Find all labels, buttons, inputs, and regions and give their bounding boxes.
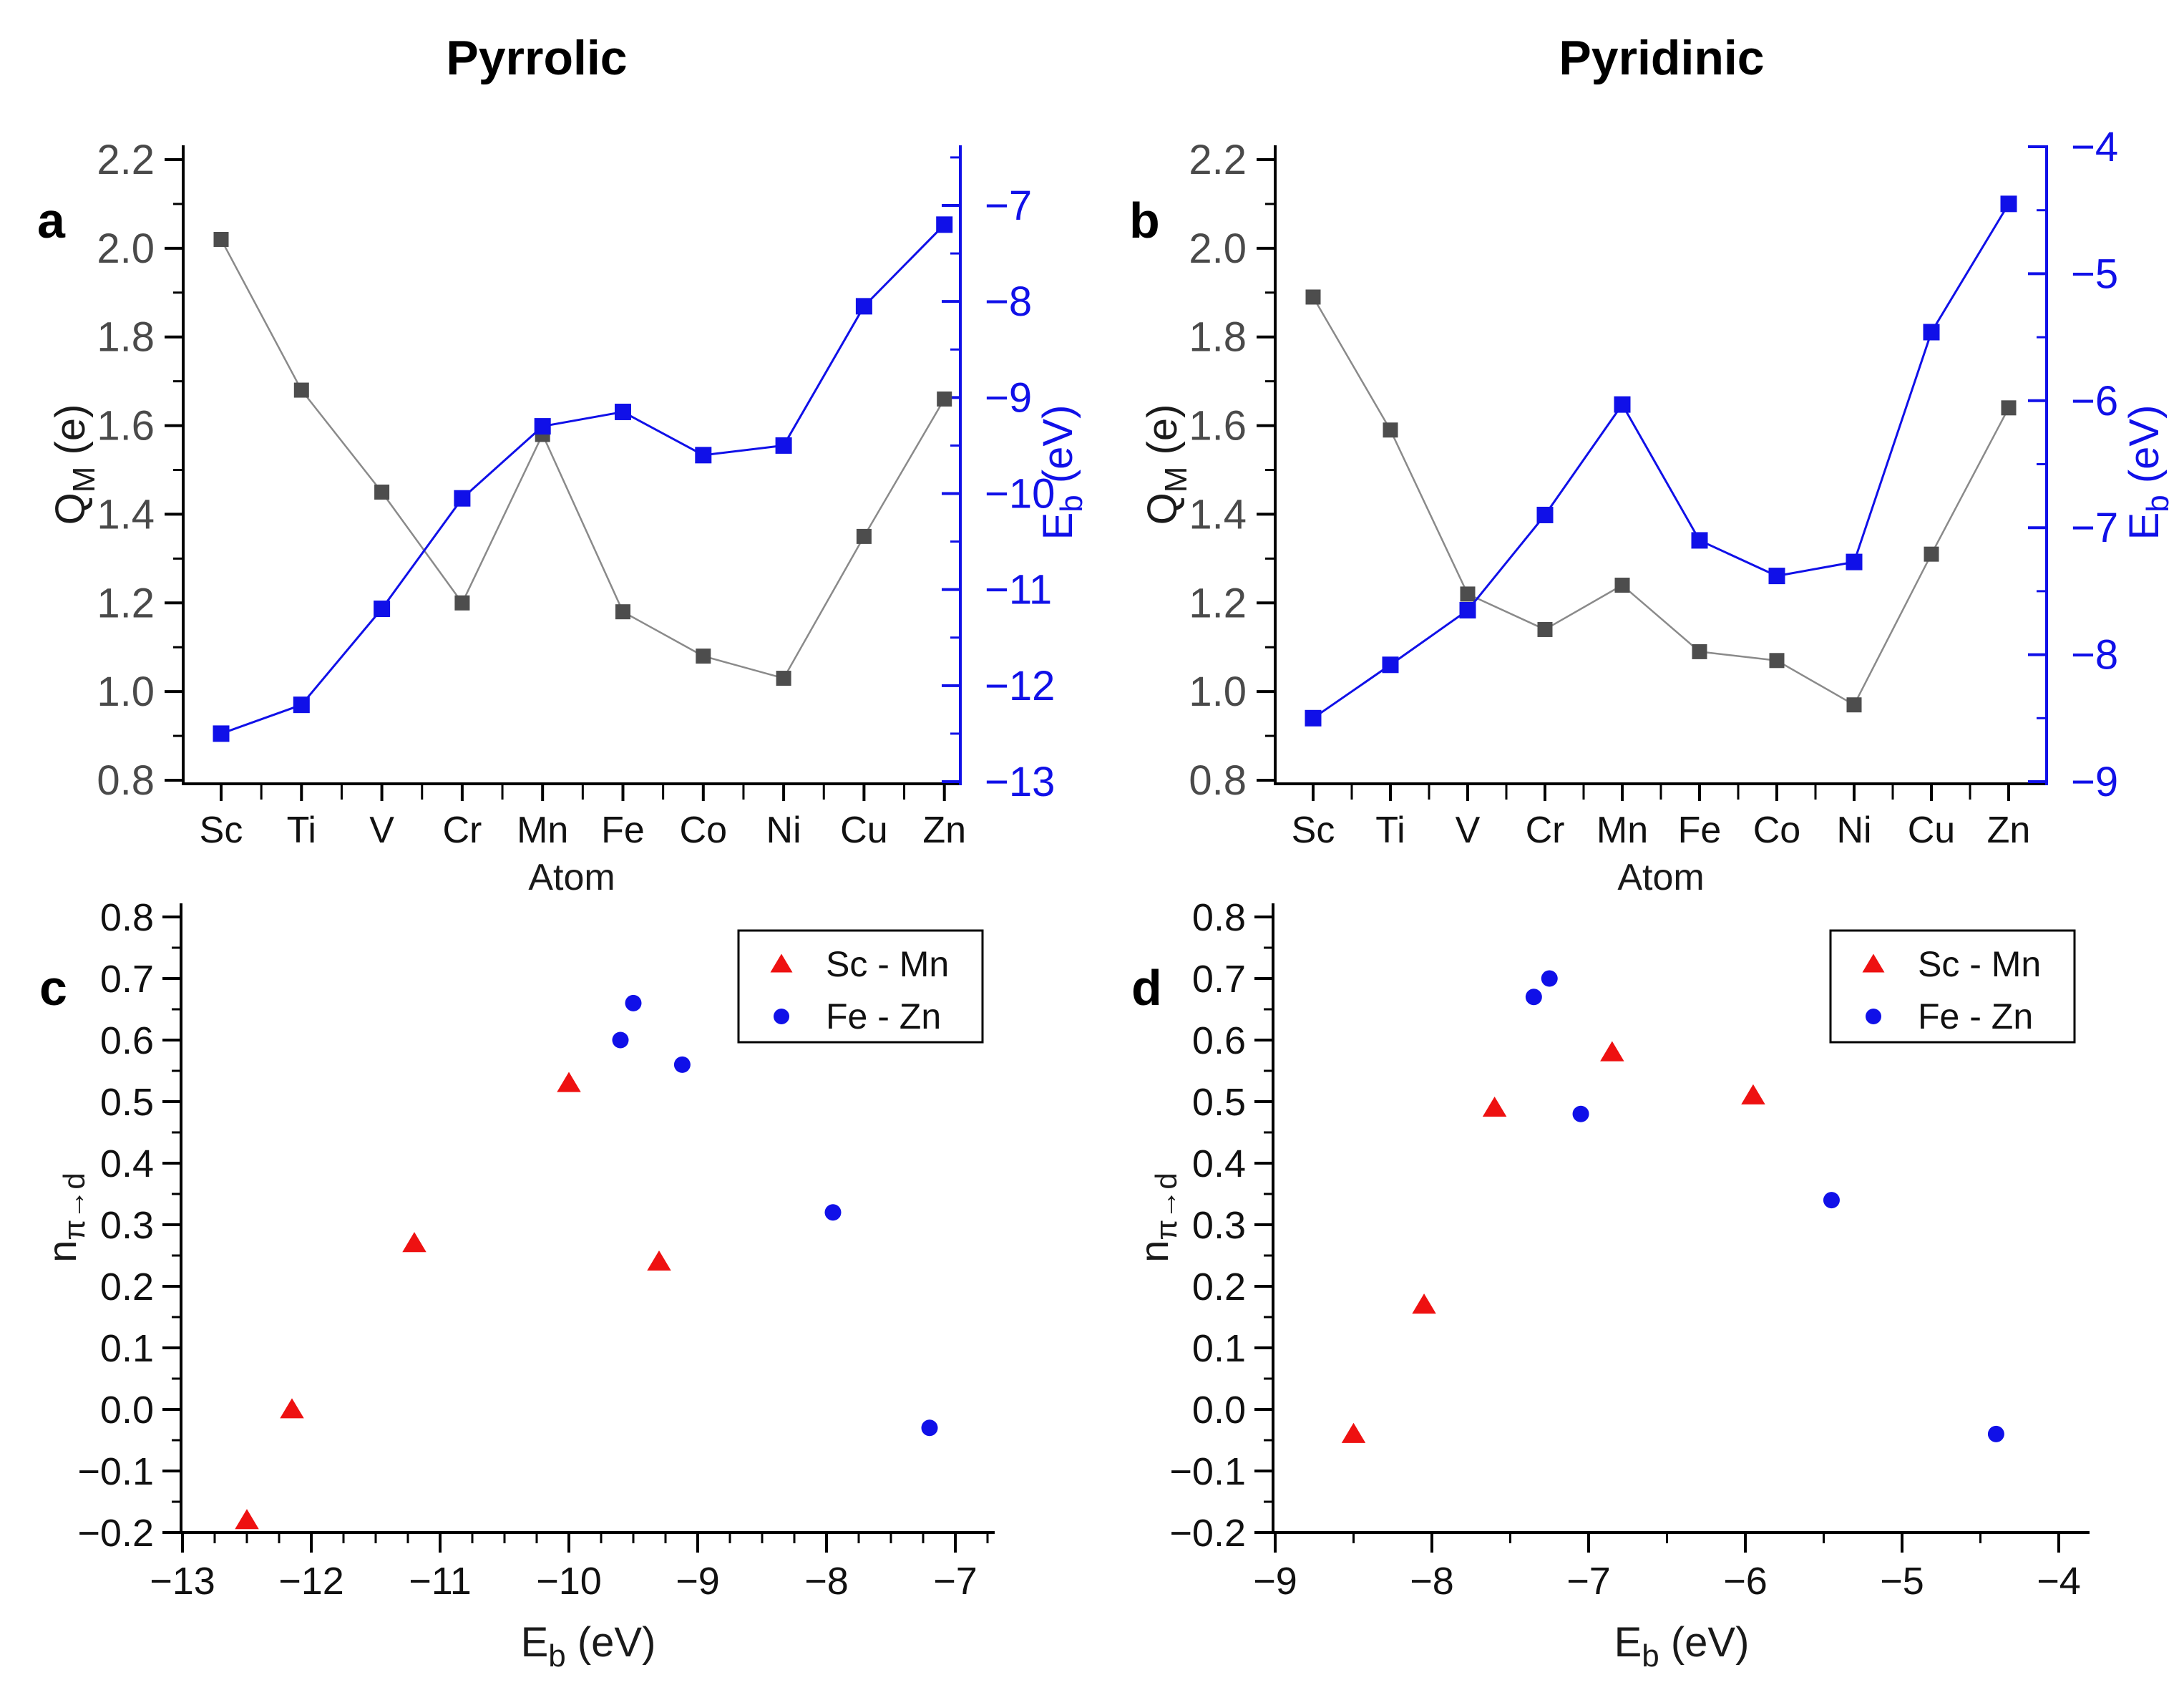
x-axis-tick-label: −11: [409, 1560, 472, 1603]
legend-label: Sc - Mn: [1918, 944, 2042, 984]
ylabel-n-sub: π→d: [1149, 1172, 1183, 1240]
y-axis-tick-label: 0.0: [1191, 1389, 1246, 1432]
x-axis-tick-label: Co: [679, 810, 728, 851]
y-axis-tick-label: 0.3: [1191, 1204, 1246, 1247]
data-point: [1741, 1084, 1765, 1104]
xlabel-eb-sub: b: [548, 1638, 566, 1674]
data-point: [1823, 1192, 1840, 1208]
generated-charts: [77, 124, 2118, 1603]
data-point: [1305, 710, 1322, 727]
data-point: [922, 1419, 938, 1436]
data-point: [2002, 400, 2017, 415]
xlabel-eb-sub: b: [1642, 1638, 1659, 1674]
data-point: [1412, 1293, 1435, 1313]
x-axis-tick-label: −8: [804, 1560, 849, 1603]
x-axis-tick-label: Cr: [1525, 810, 1565, 851]
left-axis-tick-label: 2.0: [1189, 225, 1247, 272]
y-axis-tick-label: 0.4: [99, 1142, 154, 1185]
y-axis-tick-label: −0.1: [1169, 1450, 1246, 1493]
series-line: [1313, 204, 2009, 718]
panel-letter-b: b: [1129, 193, 1160, 248]
ylabel-qm-panel-b: [1139, 404, 1194, 525]
data-point: [280, 1398, 303, 1418]
left-axis-tick-label: 1.0: [97, 669, 155, 716]
legend-label: Fe - Zn: [826, 996, 942, 1036]
x-axis-tick-label: Fe: [1677, 810, 1722, 851]
x-axis-tick-label: Co: [1752, 810, 1801, 851]
series-line: [221, 225, 945, 734]
x-axis-tick-label: Ti: [1375, 810, 1405, 851]
data-point: [1692, 532, 1708, 548]
right-axis-tick-label: −7: [985, 183, 1033, 229]
series-line: [221, 239, 945, 678]
ylabel-eb-rest: (eV): [2121, 404, 2168, 495]
x-axis-tick-label: −12: [278, 1560, 344, 1603]
y-axis-tick-label: 0.0: [99, 1389, 154, 1432]
ylabel-qm-rest: (e): [47, 404, 94, 467]
y-axis-tick-label: 0.5: [1191, 1081, 1246, 1124]
right-axis-tick-label: −12: [985, 662, 1056, 709]
data-point: [1924, 547, 1939, 562]
y-axis-tick-label: 0.7: [1191, 958, 1246, 1001]
ylabel-qm-sub: M: [1159, 466, 1194, 493]
data-point: [936, 216, 952, 233]
right-axis-tick-label: −13: [985, 759, 1056, 805]
left-axis-tick-label: 1.6: [97, 402, 155, 450]
right-axis-tick-label: −11: [985, 566, 1053, 613]
data-point: [1846, 554, 1863, 570]
xlabel-eb-rest: (eV): [1659, 1619, 1750, 1666]
ylabel-eb-rest: (eV): [1035, 404, 1081, 495]
legend-marker-circle: [1866, 1009, 1881, 1024]
x-axis-tick-label: −5: [1880, 1560, 1924, 1603]
data-point: [535, 418, 551, 434]
data-point: [1692, 644, 1707, 659]
y-axis-tick-label: 0.2: [1191, 1266, 1246, 1308]
data-point: [454, 596, 469, 611]
left-axis-tick-label: 0.8: [97, 757, 155, 804]
title-pyrrolic: Pyrrolic: [446, 31, 628, 85]
left-axis-tick-label: 1.4: [1189, 491, 1247, 538]
data-point: [1483, 1097, 1506, 1117]
data-point: [613, 1032, 629, 1049]
y-axis-tick-label: 0.7: [99, 958, 154, 1001]
ylabel-n-panel-d: [1131, 1172, 1183, 1263]
data-point: [214, 232, 229, 247]
data-point: [1847, 697, 1862, 712]
data-point: [374, 601, 390, 617]
title-pyridinic: Pyridinic: [1559, 31, 1765, 85]
x-axis-tick-label: Ti: [286, 810, 316, 851]
x-axis-tick-label: Sc: [199, 810, 243, 851]
x-axis-tick-label: Ni: [766, 810, 801, 851]
right-axis-tick-label: −5: [2071, 251, 2119, 298]
data-point: [293, 696, 310, 713]
y-axis-tick-label: 0.4: [1191, 1142, 1246, 1185]
data-point: [937, 392, 952, 407]
data-point: [776, 437, 792, 454]
y-axis-tick-label: 0.6: [1191, 1019, 1246, 1062]
right-axis-tick-label: −4: [2071, 124, 2119, 170]
data-point: [695, 447, 711, 463]
y-axis-tick-label: 0.6: [99, 1019, 154, 1062]
left-axis-tick-label: 2.0: [97, 225, 155, 272]
ylabel-eb-sub: b: [1054, 495, 1089, 513]
ylabel-qm-panel-a: [47, 404, 102, 525]
xlabel-atom-panel-a: Atom: [528, 857, 615, 898]
right-axis-tick-label: −8: [985, 278, 1033, 326]
right-axis-tick-label: −9: [985, 374, 1033, 422]
ylabel-eb-main: E: [1035, 512, 1081, 540]
x-axis-tick-label: −8: [1410, 1560, 1454, 1603]
data-point: [1537, 507, 1554, 523]
series-line: [1313, 297, 2009, 705]
x-axis-tick-label: Fe: [601, 810, 645, 851]
y-axis-tick-label: 0.1: [1191, 1327, 1246, 1370]
data-point: [1600, 1041, 1624, 1062]
xlabel-eb-panel-d: [1614, 1619, 1750, 1674]
y-axis-tick-label: −0.2: [1169, 1512, 1246, 1555]
data-point: [402, 1232, 426, 1252]
x-axis-tick-label: −7: [1566, 1560, 1611, 1603]
data-point: [776, 671, 791, 686]
data-point: [696, 649, 711, 664]
xlabel-eb-rest: (eV): [565, 1619, 656, 1666]
data-point: [1614, 397, 1631, 413]
ylabel-eb-sub: b: [2140, 495, 2175, 513]
y-axis-tick-label: 0.8: [1191, 896, 1246, 939]
legend: [738, 931, 983, 1042]
ylabel-qm-main: Q: [1139, 492, 1186, 525]
panel-b: [1189, 124, 2118, 851]
data-point: [615, 404, 631, 420]
left-axis-tick-label: 0.8: [1189, 757, 1247, 804]
right-axis-tick-label: −9: [2071, 759, 2119, 805]
left-axis-tick-label: 1.8: [97, 314, 155, 361]
data-point: [1769, 568, 1785, 584]
y-axis-tick-label: 0.5: [99, 1081, 154, 1124]
data-point: [1383, 422, 1398, 437]
xlabel-eb-main: E: [520, 1619, 549, 1666]
data-point: [674, 1057, 691, 1073]
left-axis-tick-label: 1.6: [1189, 402, 1247, 450]
y-axis-tick-label: 0.1: [99, 1327, 154, 1370]
xlabel-eb-main: E: [1614, 1619, 1642, 1666]
x-axis-tick-label: V: [369, 810, 394, 851]
ylabel-qm-main: Q: [47, 492, 94, 525]
legend-marker-circle: [774, 1009, 789, 1024]
data-point: [615, 604, 630, 619]
data-point: [1615, 578, 1630, 593]
data-point: [1988, 1426, 2004, 1442]
left-axis-tick-label: 1.4: [97, 491, 155, 538]
left-axis-tick-label: 2.2: [1189, 137, 1247, 183]
y-axis-tick-label: 0.2: [99, 1266, 154, 1308]
ylabel-n-main: n: [39, 1240, 84, 1263]
ylabel-n-sub: π→d: [57, 1172, 91, 1240]
right-axis-tick-label: −10: [985, 470, 1056, 518]
y-axis-tick-label: 0.3: [99, 1204, 154, 1247]
left-axis-tick-label: 1.8: [1189, 314, 1247, 361]
x-axis-tick-label: −13: [150, 1560, 215, 1603]
legend-label: Sc - Mn: [826, 944, 950, 984]
panel-c: [77, 896, 995, 1603]
x-axis-tick-label: V: [1455, 810, 1481, 851]
x-axis-tick-label: −9: [1253, 1560, 1297, 1603]
ylabel-qm-rest: (e): [1139, 404, 1186, 467]
ylabel-eb-panel-a: [1035, 405, 1089, 540]
data-point: [1342, 1423, 1365, 1443]
x-axis-tick-label: −6: [1723, 1560, 1768, 1603]
x-axis-tick-label: Ni: [1836, 810, 1872, 851]
data-point: [235, 1509, 258, 1529]
panel-letter-a: a: [37, 193, 65, 248]
legend: [1830, 931, 2075, 1042]
legend-label: Fe - Zn: [1918, 996, 2034, 1036]
xlabel-atom-panel-b: Atom: [1617, 857, 1705, 898]
panel-letter-c: c: [39, 960, 67, 1016]
x-axis-tick-label: −9: [676, 1560, 720, 1603]
data-point: [857, 529, 872, 544]
ylabel-n-panel-c: [39, 1172, 91, 1263]
data-point: [1383, 656, 1399, 673]
left-axis-tick-label: 1.0: [1189, 669, 1247, 716]
data-point: [1460, 602, 1476, 618]
data-point: [2001, 195, 2017, 212]
y-axis-tick-label: −0.1: [77, 1450, 154, 1493]
data-point: [1526, 989, 1542, 1005]
data-point: [294, 383, 309, 398]
data-point: [1573, 1106, 1589, 1122]
data-point: [1541, 971, 1558, 987]
right-axis-tick-label: −6: [2071, 377, 2119, 424]
panel-d: [1169, 896, 2090, 1603]
x-axis-tick-label: Zn: [922, 810, 967, 851]
left-axis-tick-label: 1.2: [1189, 580, 1247, 627]
x-axis-tick-label: Mn: [1596, 810, 1649, 851]
x-axis-tick-label: Cr: [442, 810, 482, 851]
data-point: [856, 298, 872, 314]
data-point: [825, 1204, 842, 1220]
x-axis-tick-label: Sc: [1291, 810, 1335, 851]
x-axis-tick-label: Mn: [517, 810, 569, 851]
data-point: [1924, 324, 1940, 341]
x-axis-tick-label: Cu: [1907, 810, 1956, 851]
data-point: [557, 1072, 580, 1092]
data-point: [454, 490, 470, 507]
xlabel-eb-panel-c: [521, 1619, 656, 1674]
panel-letter-d: d: [1131, 960, 1162, 1016]
x-axis-tick-label: −10: [536, 1560, 602, 1603]
data-point: [1306, 289, 1321, 304]
data-point: [625, 995, 642, 1011]
x-axis-tick-label: Zn: [1986, 810, 2031, 851]
y-axis-tick-label: −0.2: [77, 1512, 154, 1555]
y-axis-tick-label: 0.8: [99, 896, 154, 939]
x-axis-tick-label: −7: [933, 1560, 978, 1603]
data-point: [213, 725, 230, 742]
x-axis-tick-label: Cu: [840, 810, 888, 851]
right-axis-tick-label: −8: [2071, 631, 2119, 679]
data-point: [1538, 622, 1553, 637]
ylabel-n-main: n: [1131, 1240, 1176, 1263]
ylabel-eb-main: E: [2121, 512, 2168, 540]
data-point: [1461, 586, 1476, 601]
ylabel-eb-panel-b: [2121, 405, 2175, 540]
ylabel-qm-sub: M: [67, 466, 102, 493]
panel-a: [97, 137, 1055, 851]
data-point: [374, 485, 389, 500]
x-axis-tick-label: −4: [2037, 1560, 2081, 1603]
data-point: [1770, 653, 1785, 668]
left-axis-tick-label: 2.2: [97, 137, 155, 183]
right-axis-tick-label: −7: [2071, 505, 2119, 552]
left-axis-tick-label: 1.2: [97, 580, 155, 627]
data-point: [647, 1251, 671, 1271]
